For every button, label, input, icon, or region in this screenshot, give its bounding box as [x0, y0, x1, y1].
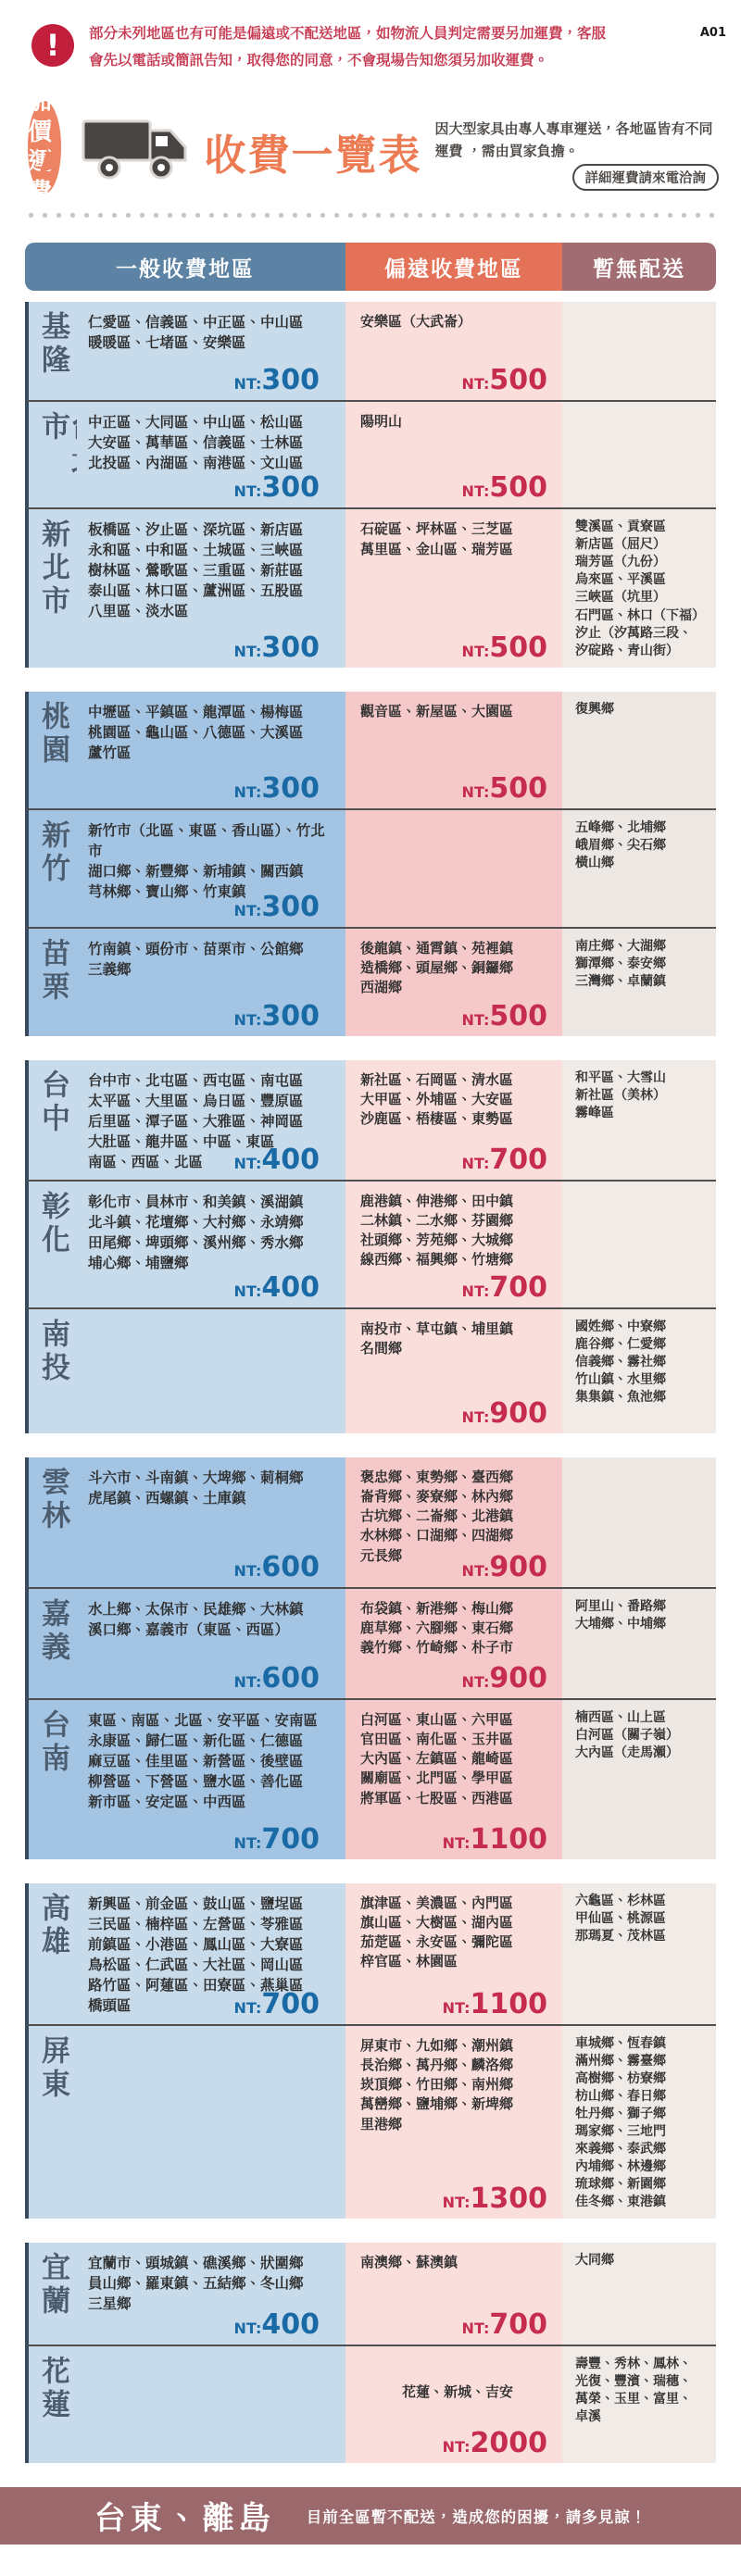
- area-list: 壽豐、秀林、鳳林、 光復、豐濱、瑞穗、 萬榮、玉里、富里、 卓溪: [575, 2356, 692, 2424]
- column-header-none: 暫無配送: [562, 243, 716, 291]
- none-cell: [562, 2026, 716, 2219]
- price: [461, 2307, 547, 2341]
- area-list: 鹿港鎮、伸港鄉、田中鎮 二林鎮、二水鄉、芬園鄉 社頭鄉、芳苑鄉、大城鄉 線西鄉、福興鄉、竹塘鄉: [360, 1192, 514, 1269]
- remote-cell: [345, 692, 562, 808]
- table-row: [25, 1587, 716, 1698]
- price-value: 900: [489, 1550, 547, 1583]
- currency-prefix: NT:: [461, 1561, 490, 1580]
- general-cell: [77, 810, 345, 927]
- price: [233, 1270, 320, 1304]
- area-list: 南澳鄉、蘇澳鎮: [360, 2253, 458, 2270]
- currency-prefix: NT:: [233, 1010, 262, 1029]
- area-list: 花蓮、新城、吉安: [401, 2382, 513, 2400]
- footer-title: 台東、離島: [94, 2500, 275, 2538]
- table-row: [25, 302, 716, 400]
- price-value: 1100: [470, 1987, 547, 2020]
- price: [461, 999, 547, 1032]
- currency-prefix: NT:: [233, 2319, 262, 2337]
- price: [442, 1987, 547, 2020]
- currency-prefix: NT:: [461, 1154, 490, 1172]
- region-label-cell: [29, 1589, 77, 1698]
- area-list: 東區、南區、北區、安平區、安南區 永康區、歸仁區、新化區、仁德區 麻豆區、佳里區、新營區、後壁區 柳營區、下營區、鹽水區、善化區 新市區、安定區、中西區: [88, 1711, 319, 1810]
- price-value: 500: [489, 771, 547, 805]
- remote-cell: [345, 1060, 562, 1180]
- region-label-cell: [29, 2243, 77, 2345]
- general-cell: [77, 1700, 345, 1859]
- area-list: 和平區、大雪山 新社區（美林） 霧峰區: [575, 1069, 666, 1120]
- region-name: 屏東: [36, 2034, 69, 2102]
- area-list: 五峰鄉、北埔鄉 峨眉鄉、尖石鄉 橫山鄉: [575, 819, 666, 870]
- price-value: 1300: [470, 2182, 547, 2215]
- currency-prefix: NT:: [461, 1010, 490, 1029]
- price-value: 400: [261, 1143, 320, 1176]
- price: [233, 364, 320, 397]
- price-value: 700: [489, 1270, 547, 1304]
- price-value: 900: [489, 1396, 547, 1430]
- region-name: 花蓮: [36, 2355, 69, 2422]
- region-group: [25, 692, 716, 1036]
- table-row: [25, 507, 716, 667]
- remote-cell: [345, 402, 562, 507]
- region-name: 南投: [36, 1318, 69, 1385]
- region-name: 高雄: [36, 1892, 69, 1959]
- currency-prefix: NT:: [442, 1998, 471, 2017]
- price-value: 600: [261, 1550, 320, 1583]
- general-cell: [77, 929, 345, 1036]
- table-row: [25, 1457, 716, 1587]
- column-header-general: 一般收費地區: [25, 243, 345, 291]
- currency-prefix: NT:: [461, 782, 490, 801]
- area-list: 復興鄉: [575, 701, 614, 717]
- area-list: 屏東市、九如鄉、潮州鎮 長治鄉、萬丹鄉、麟洛鄉 崁頂鄉、竹田鄉、南州鄉 萬巒鄉、鹽埔鄉、新埤鄉 里港鄉: [360, 2036, 514, 2132]
- currency-prefix: NT:: [233, 1998, 262, 2017]
- price: [233, 771, 320, 805]
- area-list: 陽明山: [360, 413, 403, 431]
- area-list: 彰化市、員林市、和美鎮、溪湖鎮 北斗鎮、花壇鄉、大村鄉、永靖鄉 田尾鄉、埤頭鄉、溪州鄉、秀水鄉 埔心鄉、埔鹽鄉: [88, 1193, 304, 1271]
- header-subtitle: 因大型家具由專人專車運送，各地區皆有不同運費 ，需由買家負擔。: [434, 119, 713, 159]
- area-list: 竹南鎮、頭份市、苗栗市、公館鄉 三義鄉: [88, 940, 304, 978]
- general-cell: [77, 509, 345, 667]
- price: [461, 1143, 547, 1176]
- price-value: 300: [261, 631, 320, 664]
- currency-prefix: NT:: [233, 642, 262, 660]
- price: [233, 471, 320, 505]
- table-row: [25, 692, 716, 808]
- area-list: 斗六市、斗南鎮、大埤鄉、莿桐鄉 虎尾鎮、西螺鎮、土庫鎮: [88, 1469, 304, 1507]
- column-headers: [25, 243, 716, 291]
- region-group: [25, 302, 716, 667]
- table-row: [25, 1698, 716, 1859]
- general-cell: [77, 1589, 345, 1698]
- none-cell: [562, 1700, 716, 1859]
- remote-cell: [345, 1883, 562, 2024]
- price: [233, 1822, 320, 1856]
- area-list: 阿里山、番路鄉 大埔鄉、中埔鄉: [575, 1598, 666, 1632]
- region-label-cell: [29, 402, 77, 507]
- price-value: 500: [489, 364, 547, 397]
- table-row: [25, 1883, 716, 2024]
- table-row: [25, 2024, 716, 2219]
- table-body: [25, 302, 716, 2463]
- shipping-fee-infographic: [0, 20, 741, 2576]
- remote-cell: [345, 2243, 562, 2345]
- phone-inquiry-pill: 詳細運費請來電洽詢: [572, 164, 720, 191]
- area-list: 觀音區、新屋區、大園區: [360, 702, 514, 719]
- area-list: 旗津區、美濃區、內門區 旗山區、大樹區、湖內區 茄萣區、永安區、彌陀區 梓官區、林園區: [360, 1894, 514, 1970]
- general-cell: [77, 1182, 345, 1307]
- region-name: 嘉義: [36, 1597, 69, 1665]
- price-value: 2000: [470, 2426, 547, 2459]
- currency-prefix: NT:: [233, 375, 262, 394]
- area-list: 板橋區、汐止區、深坑區、新店區 永和區、中和區、土城區、三峽區 樹林區、鶯歌區、三重區、新莊區 泰山區、林口區、蘆洲區、五股區 八里區、淡水區: [88, 521, 304, 620]
- area-list: 楠西區、山上區 白河區（關子嶺） 大內區（走馬瀨）: [575, 1709, 679, 1760]
- area-list: 宜蘭市、頭城鎮、礁溪鄉、狀圍鄉 員山鄉、羅東鎮、五結鄉、冬山鄉 三星鄉: [88, 2254, 304, 2312]
- table-row: [25, 927, 716, 1036]
- none-cell: [562, 1060, 716, 1180]
- price-value: 500: [489, 471, 547, 505]
- area-list: 水上鄉、太保市、民雄鄉、大林鎮 溪口鄉、嘉義市（東區、西區）: [88, 1600, 304, 1638]
- area-list: 新竹市（北區、東區、香山區）、竹北市 湖口鄉、新豐鄉、新埔鎮、關西鎮 芎林鄉、寶山鄉、竹東鎮: [88, 821, 325, 900]
- price-value: 400: [261, 1270, 320, 1304]
- table-row: [25, 2345, 716, 2463]
- currency-prefix: NT:: [461, 1407, 490, 1426]
- region-label-cell: [29, 1309, 77, 1433]
- truck-icon: [82, 116, 191, 188]
- currency-prefix: NT:: [461, 1672, 490, 1691]
- price: [233, 1987, 320, 2020]
- price: [461, 1270, 547, 1304]
- general-cell: [77, 1883, 345, 2024]
- area-list: 白河區、東山區、六甲區 官田區、南化區、玉井區 大內區、左鎮區、龍崎區 關廟區、北門區、學甲區 將軍區、七股區、西港區: [360, 1710, 514, 1807]
- none-cell: [562, 302, 716, 400]
- price: [461, 1396, 547, 1430]
- price: [442, 1822, 547, 1856]
- region-label-cell: [29, 1883, 77, 2024]
- region-group: [25, 2243, 716, 2463]
- price-value: 500: [489, 631, 547, 664]
- remote-cell: [345, 2026, 562, 2219]
- currency-prefix: NT:: [233, 1672, 262, 1691]
- region-group: [25, 1060, 716, 1433]
- table-row: [25, 808, 716, 927]
- price-value: 500: [489, 999, 547, 1032]
- none-cell: [562, 1309, 716, 1433]
- region-label-cell: [29, 810, 77, 927]
- price: [233, 1661, 320, 1694]
- price-value: 300: [261, 771, 320, 805]
- price-value: 400: [261, 2307, 320, 2341]
- none-cell: [562, 692, 716, 808]
- none-cell: [562, 1883, 716, 2024]
- currency-prefix: NT:: [461, 642, 490, 660]
- table-row: [25, 1180, 716, 1307]
- area-list: 大同鄉: [575, 2252, 614, 2268]
- price: [233, 890, 320, 923]
- region-label-cell: [29, 2026, 77, 2219]
- price: [461, 1661, 547, 1694]
- remote-cell: [345, 1309, 562, 1433]
- currency-prefix: NT:: [461, 1282, 490, 1300]
- currency-prefix: NT:: [461, 2319, 490, 2337]
- region-name: 桃園: [36, 700, 69, 768]
- area-list: 中壢區、平鎮區、龍潭區、楊梅區 桃園區、龜山區、八德區、大溪區 蘆竹區: [88, 703, 304, 761]
- price-value: 300: [261, 890, 320, 923]
- region-name: 宜蘭: [36, 2251, 69, 2319]
- remote-cell: [345, 1182, 562, 1307]
- region-label-cell: [29, 509, 77, 667]
- region-label-cell: [29, 1457, 77, 1587]
- region-label-cell: [29, 302, 77, 400]
- currency-prefix: NT:: [442, 1833, 471, 1852]
- currency-prefix: NT:: [233, 482, 262, 501]
- region-label-cell: [29, 1182, 77, 1307]
- price-value: 300: [261, 999, 320, 1032]
- region-name: 市: [36, 411, 69, 445]
- area-list: 後龍鎮、通霄鎮、苑裡鎮 造橋鄉、頭屋鄉、銅鑼鄉 西湖鄉: [360, 939, 514, 996]
- area-list: 布袋鎮、新港鄉、梅山鄉 鹿草鄉、六腳鄉、東石鄉 義竹鄉、竹崎鄉、朴子市: [360, 1599, 514, 1657]
- region-name: 苗栗: [36, 937, 69, 1005]
- price-value: 300: [261, 364, 320, 397]
- region-name: 彰化: [36, 1190, 69, 1257]
- currency-prefix: NT:: [233, 1833, 262, 1852]
- header: [28, 88, 719, 206]
- none-cell: [562, 2346, 716, 2463]
- bubble-line1: 加價: [28, 88, 55, 146]
- dotted-divider: [24, 212, 717, 219]
- region-name: 新竹: [36, 819, 69, 886]
- area-list: 南投市、草屯鎮、埔里鎮 名間鄉: [360, 1319, 514, 1357]
- remote-cell: [345, 929, 562, 1036]
- warning-banner: [31, 20, 715, 73]
- region-name: 台南: [36, 1708, 69, 1776]
- price: [461, 1550, 547, 1583]
- area-list: 雙溪區、貢寮區 新店區（屈尺） 瑞芳區（九份） 烏來區、平溪區 三峽區（坑里） 石門區、林口（下福） 汐止（汐萬路三段、 汐碇路、青山街）: [575, 519, 705, 658]
- remote-cell: [345, 1457, 562, 1587]
- general-cell: [77, 402, 345, 507]
- region-label-cell: [29, 1700, 77, 1859]
- table-row: [25, 1307, 716, 1433]
- price: [461, 364, 547, 397]
- none-cell: [562, 1589, 716, 1698]
- price-value: 600: [261, 1661, 320, 1694]
- currency-prefix: NT:: [233, 901, 262, 919]
- currency-prefix: NT:: [233, 782, 262, 801]
- currency-prefix: NT:: [461, 375, 490, 394]
- footer-note: 目前全區暫不配送，造成您的困擾，請多見諒！: [306, 2507, 647, 2526]
- price: [233, 2307, 320, 2341]
- region-name: 基隆: [36, 311, 69, 379]
- price-value: 1100: [470, 1822, 547, 1856]
- page-code: A01: [699, 26, 726, 40]
- price: [233, 1550, 320, 1583]
- area-list: 新興區、前金區、鼓山區、鹽埕區 三民區、楠梓區、左營區、苓雅區 前鎮區、小港區、鳳山區、大寮區 鳥松區、仁武區、大社區、岡山區 路竹區、阿蓮區、田寮區、燕巢區 橋頭區: [88, 1894, 304, 2014]
- general-cell: [77, 302, 345, 400]
- none-cell: [562, 810, 716, 927]
- area-list: 安樂區（大武崙）: [360, 313, 472, 331]
- price-value: 700: [261, 1987, 320, 2020]
- none-cell: [562, 509, 716, 667]
- area-list: 褒忠鄉、東勢鄉、臺西鄉 崙背鄉、麥寮鄉、林內鄉 古坑鄉、二崙鄉、北港鎮 水林鄉、口湖鄉、四湖鄉 元長鄉: [360, 1468, 514, 1564]
- remote-cell: [345, 2346, 562, 2463]
- table-row: [25, 1060, 716, 1180]
- currency-prefix: NT:: [442, 2193, 471, 2211]
- price-value: 900: [489, 1661, 547, 1694]
- column-header-remote: 偏遠收費地區: [345, 243, 562, 291]
- price: [233, 631, 320, 664]
- general-cell: [77, 2346, 345, 2463]
- currency-prefix: NT:: [442, 2437, 471, 2456]
- region-group: [25, 1883, 716, 2219]
- region-name: 台中: [36, 1069, 69, 1136]
- remote-cell: [345, 1589, 562, 1698]
- remote-cell: [345, 810, 562, 927]
- bubble-line2: 運費: [28, 148, 55, 206]
- currency-prefix: NT:: [233, 1154, 262, 1172]
- price-value: 700: [489, 2307, 547, 2341]
- general-cell: [77, 2026, 345, 2219]
- area-list: 六龜區、杉林區 甲仙區、桃源區 那瑪夏、茂林區: [575, 1893, 666, 1944]
- region-label-cell: [29, 2346, 77, 2463]
- exclamation-icon: !: [31, 24, 74, 67]
- area-list: 台中市、北屯區、西屯區、南屯區 太平區、大里區、烏日區、豐原區 后里區、潭子區、大雅區、神岡區 大肚區、龍井區、中區、東區 南區、西區、北區: [88, 1071, 304, 1170]
- general-cell: [77, 692, 345, 808]
- price: [233, 1143, 320, 1176]
- none-cell: [562, 1457, 716, 1587]
- price: [461, 471, 547, 505]
- price-value: 300: [261, 471, 320, 505]
- area-list: 中正區、大同區、中山區、松山區 大安區、萬華區、信義區、士林區 北投區、內湖區、南港區、文山區: [88, 414, 304, 472]
- region-label-cell: [29, 692, 77, 808]
- general-cell: [77, 1309, 345, 1433]
- none-cell: [562, 1182, 716, 1307]
- none-cell: [562, 402, 716, 507]
- none-cell: [562, 929, 716, 1036]
- page-title: 收費一覽表: [204, 130, 422, 180]
- area-list: 石碇區、坪林區、三芝區 萬里區、金山區、瑞芳區: [360, 520, 514, 557]
- warning-text: 部分未列地區也有可能是偏遠或不配送地區，如物流人員判定需要另加運費，客服 會先以電話或簡訊告知，取得您的同意，不會現場告知您須另加收運費。: [89, 25, 607, 69]
- region-name: 雲林: [36, 1466, 69, 1533]
- price: [461, 631, 547, 664]
- area-list: 車城鄉、恆春鎮 滿州鄉、霧臺鄉 高樹鄉、枋寮鄉 枋山鄉、春日鄉 牡丹鄉、獅子鄉 瑪家鄉、三地門 來義鄉、泰武鄉 內埔鄉、林邊鄉 琉球鄉、新園鄉 佳冬鄉、東港鎮: [575, 2035, 666, 2209]
- region-name: 新北市: [36, 519, 69, 619]
- price-value: 700: [261, 1822, 320, 1856]
- currency-prefix: NT:: [461, 482, 490, 501]
- table-row: [25, 400, 716, 507]
- price: [461, 771, 547, 805]
- price: [442, 2182, 547, 2215]
- table-row: [25, 2243, 716, 2345]
- price-value: 700: [489, 1143, 547, 1176]
- area-list: 仁愛區、信義區、中正區、中山區 暖暖區、七堵區、安樂區: [88, 314, 304, 352]
- surcharge-bubble: [28, 88, 61, 206]
- remote-cell: [345, 1700, 562, 1859]
- remote-cell: [345, 302, 562, 400]
- region-label-cell: [29, 929, 77, 1036]
- price: [442, 2426, 547, 2459]
- currency-prefix: NT:: [233, 1561, 262, 1580]
- region-label-cell: [29, 1060, 77, 1180]
- price: [233, 999, 320, 1032]
- region-group: [25, 1457, 716, 1859]
- general-cell: [77, 1457, 345, 1587]
- general-cell: [77, 2243, 345, 2345]
- area-list: 南庄鄉、大湖鄉 獅潭鄉、泰安鄉 三灣鄉、卓蘭鎮: [575, 938, 666, 989]
- footer-band: [0, 2487, 741, 2545]
- none-cell: [562, 2243, 716, 2345]
- area-list: 國姓鄉、中寮鄉 鹿谷鄉、仁愛鄉 信義鄉、霧社鄉 竹山鎮、水里鄉 集集鎮、魚池鄉: [575, 1319, 666, 1405]
- currency-prefix: NT:: [233, 1282, 262, 1300]
- area-list: 新社區、石岡區、清水區 大甲區、外埔區、大安區 沙鹿區、梧棲區、東勢區: [360, 1070, 514, 1128]
- remote-cell: [345, 509, 562, 667]
- general-cell: [77, 1060, 345, 1180]
